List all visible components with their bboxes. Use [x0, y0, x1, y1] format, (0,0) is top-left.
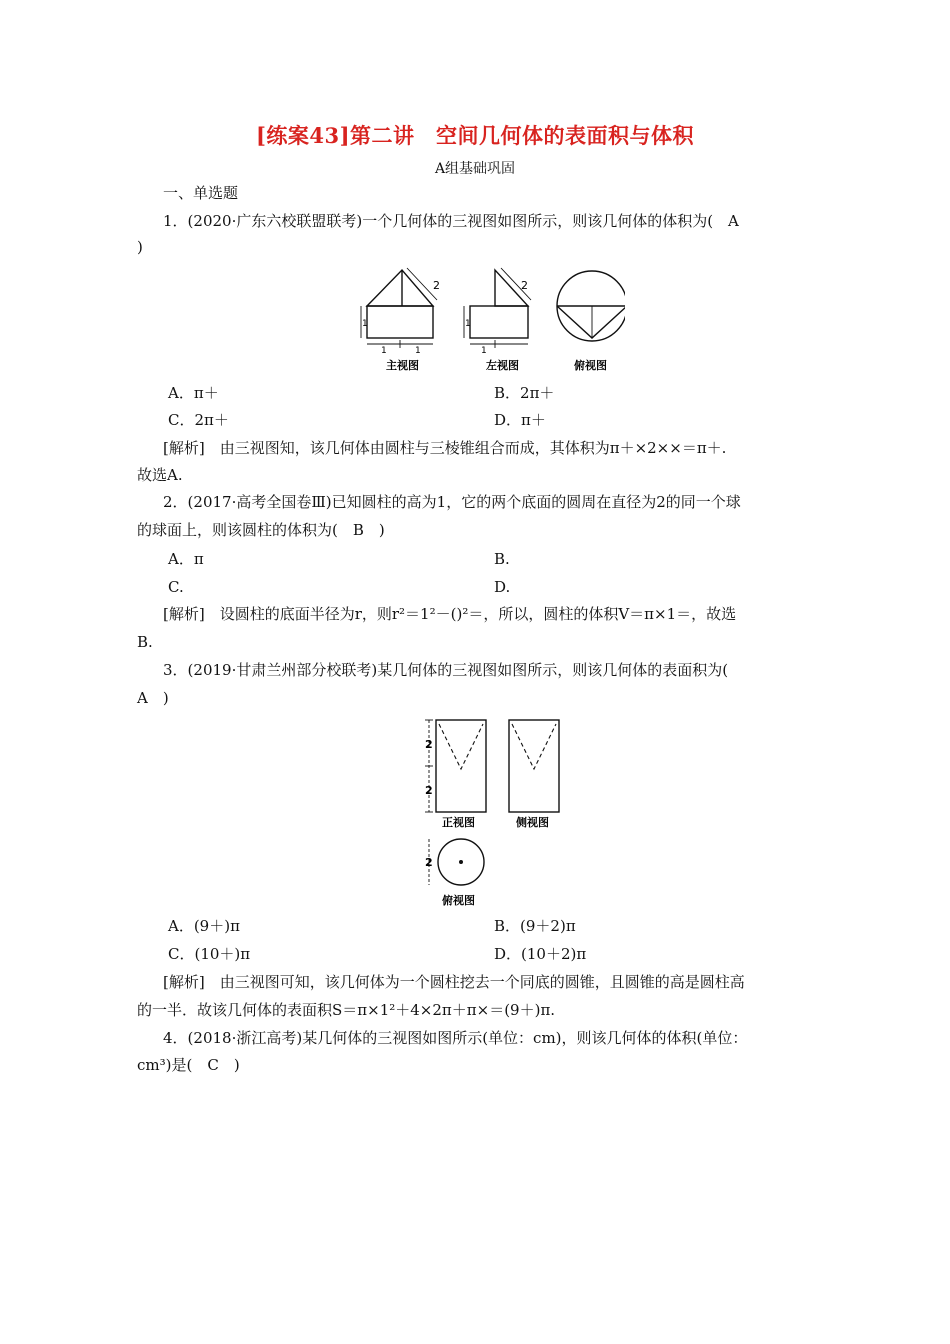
- q1-left-rect: [470, 306, 528, 338]
- q1-front-triangle: [367, 270, 433, 306]
- q2-option-a: A．π: [168, 550, 204, 568]
- q3-side-caption: 侧视图: [516, 816, 549, 829]
- q4-stem: 4．(2018·浙江高考)某几何体的三视图如图所示(单位：cm)，则该几何体的体积(单位：: [163, 1029, 748, 1047]
- q3-stem-cont: A ): [137, 689, 169, 707]
- q1-front-height-label: 1: [362, 319, 368, 329]
- q1-front-caption: 主视图: [386, 359, 419, 372]
- section-heading: 一、单选题: [163, 184, 239, 202]
- q1-front-slant-label: 2: [433, 279, 440, 292]
- q1-stem-cont: ): [137, 238, 143, 256]
- q1-left-caption: 左视图: [486, 359, 519, 372]
- q2-analysis-cont: B.: [137, 633, 153, 651]
- q3-front-caption: 正视图: [442, 816, 475, 829]
- q3-dim-upper: 2: [425, 738, 433, 751]
- q3-option-c: C．(10＋)π: [168, 945, 251, 963]
- q2-stem-cont: 的球面上，则该圆柱的体积为( B ): [137, 521, 385, 539]
- q2-option-c: C.: [168, 578, 184, 596]
- q1-option-c: C．2π＋: [168, 411, 229, 429]
- q1-option-a: A．π＋: [168, 384, 219, 402]
- q3-option-b: B．(9＋2)π: [494, 917, 576, 935]
- q4-stem-cont: cm³)是( C ): [137, 1056, 240, 1074]
- q2-stem: 2．(2017·高考全国卷Ⅲ)已知圆柱的高为1，它的两个底面的圆周在直径为2的同一个球: [163, 493, 741, 511]
- q1-left-height-label: 1: [465, 319, 471, 329]
- q3-option-d: D．(10＋2)π: [494, 945, 587, 963]
- q3-analysis: [解析] 由三视图可知，该几何体为一个圆柱挖去一个同底的圆锥，且圆锥的高是圆柱高: [163, 973, 745, 991]
- q3-dim-diameter: 2: [425, 856, 433, 869]
- q1-three-view-figure: [355, 266, 625, 378]
- q1-front-width1-label: 1: [381, 346, 387, 356]
- q1-top-caption: 俯视图: [574, 359, 607, 372]
- q3-dim-lower: 2: [425, 784, 433, 797]
- q1-stem: 1．(2020·广东六校联盟联考)一个几何体的三视图如图所示，则该几何体的体积为( A: [163, 212, 739, 230]
- q1-option-b: B．2π＋: [494, 384, 555, 402]
- q1-left-slant-label: 2: [521, 279, 528, 292]
- q1-front-rect: [367, 306, 433, 338]
- q1-left-width-label: 1: [481, 346, 487, 356]
- q2-option-d: D.: [494, 578, 511, 596]
- q2-analysis: [解析] 设圆柱的底面半径为r，则r²＝1²－()²＝，所以，圆柱的体积V＝π×1＝，故选: [163, 605, 737, 623]
- q1-analysis-cont: 故选A.: [137, 466, 183, 484]
- group-heading: A组基础巩固: [434, 161, 516, 177]
- q1-option-d: D．π＋: [494, 411, 546, 429]
- page-title: [练案43]第二讲 空间几何体的表面积与体积: [255, 123, 695, 148]
- q2-option-b: B.: [494, 550, 510, 568]
- q1-front-width2-label: 1: [415, 346, 421, 356]
- q3-top-caption: 俯视图: [442, 894, 475, 907]
- q3-three-view-figure: [415, 714, 575, 910]
- q3-analysis-cont: 的一半．故该几何体的表面积S＝π×1²＋4×2π＋π×＝(9＋)π.: [137, 1001, 556, 1019]
- q3-option-a: A．(9＋)π: [168, 917, 240, 935]
- q3-stem: 3．(2019·甘肃兰州部分校联考)某几何体的三视图如图所示，则该几何体的表面积为(: [163, 661, 729, 679]
- q1-analysis: [解析] 由三视图知，该几何体由圆柱与三棱锥组合而成，其体积为π＋×2××＝π＋.: [163, 439, 727, 457]
